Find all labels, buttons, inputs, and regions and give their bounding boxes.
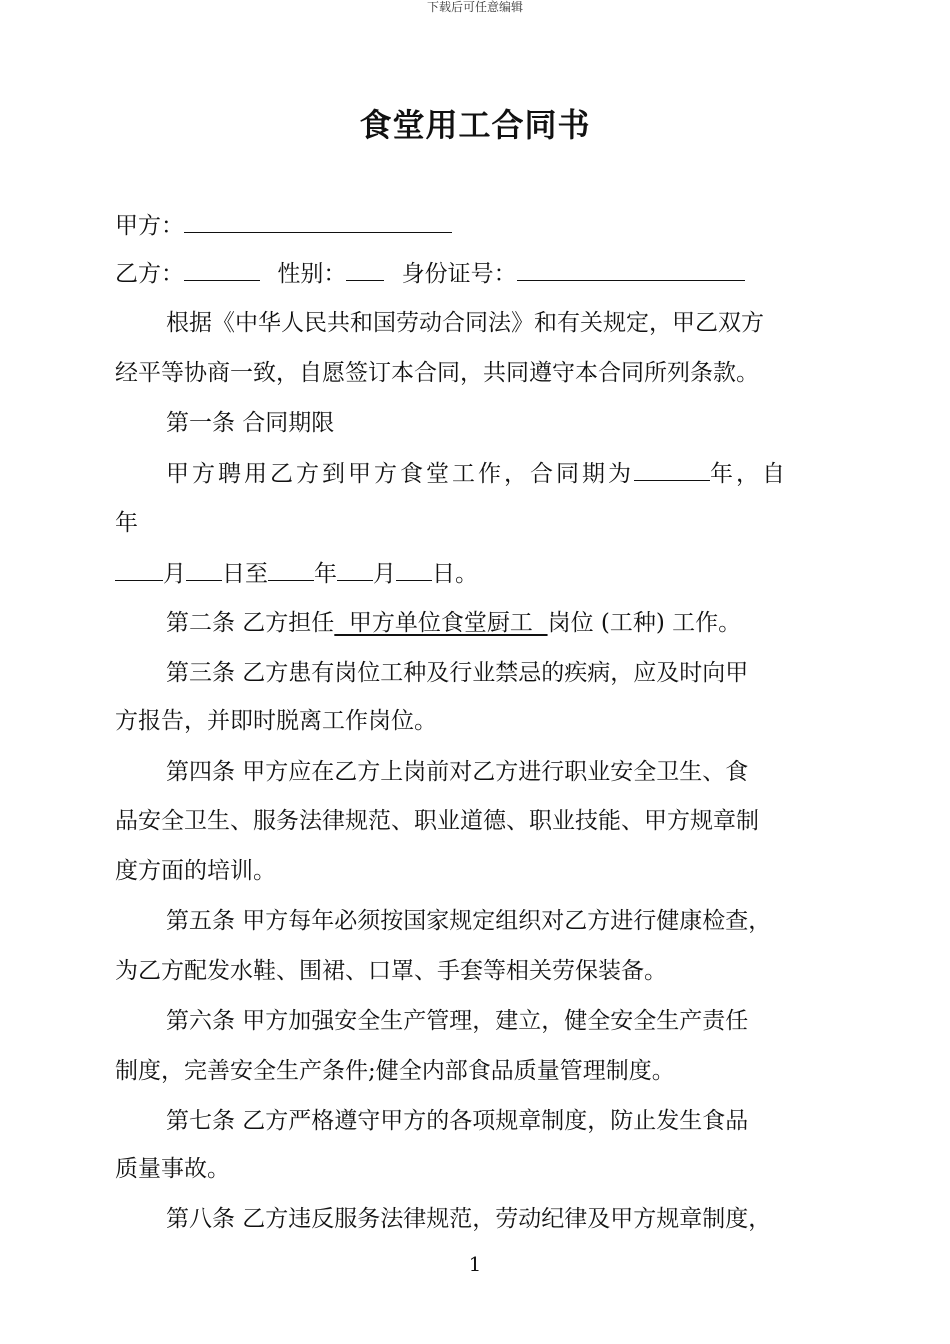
article-6-line-2: 制度，完善安全生产条件;健全内部食品质量管理制度。 (115, 1058, 675, 1084)
term-years-blank (634, 458, 710, 481)
article-8-line-1: 第八条 乙方违反服务法律规范，劳动纪律及甲方规章制度， (166, 1206, 772, 1232)
month-label-2: 月 (373, 561, 396, 587)
article-2-position: 甲方单位食堂厨工 (334, 610, 548, 636)
article-1-line-1 (166, 458, 856, 489)
party-a-label: 甲方： (115, 213, 184, 239)
article-3-line-2: 方报告，并即时脱离工作岗位。 (115, 708, 437, 734)
article-6-line-1: 第六条 甲方加强安全生产管理，建立，健全安全生产责任 (166, 1008, 749, 1034)
end-month-blank (337, 558, 373, 581)
party-a-line (115, 210, 855, 241)
article-7-line-1: 第七条 乙方严格遵守甲方的各项规章制度，防止发生食品 (166, 1108, 749, 1134)
article-4-line-1: 第四条 甲方应在乙方上岗前对乙方进行职业安全卫生、食 (166, 759, 749, 785)
article-1-heading: 第一条 合同期限 (166, 410, 335, 436)
day-to-label: 日至 (222, 561, 268, 587)
gender-label: 性别： (277, 261, 347, 287)
document-title: 食堂用工合同书 (359, 106, 591, 144)
month-label: 月 (163, 561, 186, 587)
article-4-line-3: 度方面的培训。 (115, 858, 276, 884)
article-1-text-a: 甲方聘用乙方到甲方食堂工作，合同期为 (166, 461, 634, 487)
page-number: 1 (468, 1252, 482, 1276)
article-1-text-b: 年，自 (710, 461, 788, 487)
gender-blank (346, 258, 384, 281)
header-note: 下载后可任意编辑 (426, 0, 523, 14)
party-b-line (115, 258, 855, 289)
end-day-blank (396, 558, 432, 581)
article-5-line-2: 为乙方配发水鞋、围裙、口罩、手套等相关劳保装备。 (115, 958, 667, 984)
day-end-label: 日。 (432, 561, 478, 587)
article-2-line (166, 608, 856, 638)
preamble-line-1: 根据《中华人民共和国劳动合同法》和有关规定，甲乙双方 (166, 310, 764, 336)
party-a-blank (184, 210, 452, 233)
start-year-blank (115, 558, 163, 581)
article-2-prefix: 第二条 乙方担任 (166, 610, 335, 636)
year-label: 年 (314, 561, 337, 587)
start-month-blank (186, 558, 222, 581)
party-b-name-blank (184, 258, 260, 281)
article-3-line-1: 第三条 乙方患有岗位工种及行业禁忌的疾病，应及时向甲 (166, 660, 749, 686)
article-2-suffix: 岗位 (工种) 工作。 (547, 610, 742, 636)
end-year-blank (268, 558, 314, 581)
id-number-blank (517, 258, 745, 281)
preamble-line-2: 经平等协商一致，自愿签订本合同，共同遵守本合同所列条款。 (115, 360, 759, 386)
article-5-line-1: 第五条 甲方每年必须按国家规定组织对乙方进行健康检查， (166, 908, 772, 934)
article-1-line-2: 年 (115, 510, 138, 536)
article-4-line-2: 品安全卫生、服务法律规范、职业道德、职业技能、甲方规章制 (115, 808, 759, 834)
party-b-label: 乙方： (115, 261, 184, 287)
id-number-label: 身份证号： (401, 261, 517, 287)
article-1-line-3 (115, 558, 855, 589)
article-7-line-2: 质量事故。 (115, 1156, 230, 1182)
